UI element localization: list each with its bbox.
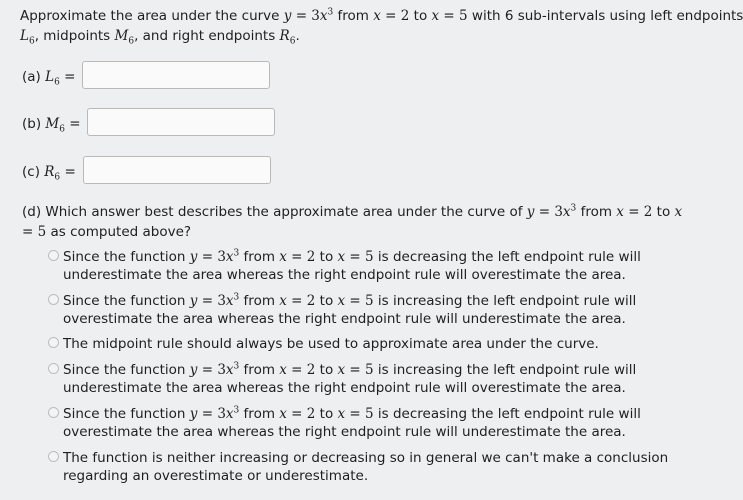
math-eq: = 3: [534, 204, 563, 220]
equals-sign: =: [60, 164, 76, 180]
option-text: to: [315, 249, 338, 265]
math-x: x: [373, 8, 381, 24]
option-text: Since the function: [63, 293, 190, 309]
option-2-radio[interactable]: [48, 294, 59, 305]
question-d-text: (d) Which answer best describes the approximate area under the curve of: [22, 204, 527, 220]
answer-c-input[interactable]: [83, 156, 271, 184]
question-d-text: as computed above?: [46, 224, 192, 240]
math-x: x: [225, 406, 234, 422]
intro-text: to: [409, 8, 432, 24]
option-text: from: [239, 362, 280, 378]
math-eq: = 3: [291, 8, 320, 24]
option-4-text: [63, 361, 693, 397]
math-R: R: [44, 164, 55, 180]
math-x: x: [674, 204, 683, 220]
math-R: R: [279, 28, 290, 44]
math-x: x: [431, 8, 440, 24]
option-text: Since the function: [63, 406, 190, 422]
option-text: from: [239, 293, 280, 309]
math-lower-bound: = 2: [623, 204, 653, 220]
math-x: x: [225, 362, 234, 378]
math-power: 3: [233, 292, 240, 303]
math-sub: 6: [128, 36, 135, 47]
intro-text: , midpoints: [34, 28, 115, 44]
option-text: is increasing the left endpoint rule will overestimate the area whereas the right endpoint rule will underestimate the area.: [63, 293, 637, 327]
option-5-radio[interactable]: [48, 407, 59, 418]
part-c-label: [22, 164, 76, 183]
math-sub: 6: [289, 36, 296, 47]
option-text: to: [315, 362, 338, 378]
math-x: x: [562, 204, 571, 220]
math-lower-bound: = 2: [286, 249, 316, 265]
math-x: x: [319, 8, 328, 24]
intro-text: Approximate the area under the curve: [20, 8, 284, 24]
math-lower-bound: = 2: [286, 362, 316, 378]
math-eq: = 3: [197, 249, 226, 265]
option-6-radio[interactable]: [48, 451, 59, 462]
answer-a-input[interactable]: [82, 61, 270, 89]
intro-text: with 6 sub-intervals using left endpoints: [467, 8, 743, 24]
option-6-text: The function is neither increasing or decreasing so in general we can't make a conclusion regarding an overestimate or underestimate.: [63, 450, 669, 484]
math-upper-bound: = 5: [22, 224, 47, 240]
math-y: y: [189, 406, 198, 422]
math-y: y: [526, 204, 535, 220]
math-y: y: [283, 8, 292, 24]
math-x: x: [279, 362, 287, 378]
option-text: to: [315, 293, 338, 309]
math-y: y: [189, 293, 198, 309]
part-a-prefix: (a): [22, 69, 46, 85]
math-x: x: [337, 406, 346, 422]
part-b-label: [22, 116, 81, 135]
math-x: x: [616, 204, 624, 220]
math-eq: = 3: [197, 293, 226, 309]
math-sub: 6: [54, 172, 61, 183]
math-M: M: [45, 116, 60, 132]
part-b-row: [22, 109, 81, 139]
math-upper-bound: = 5: [345, 293, 374, 309]
option-text: is decreasing the left endpoint rule will overestimate the area whereas the right endpoint rule will underestimate the area.: [63, 406, 641, 440]
intro-text: from: [333, 8, 374, 24]
option-4-radio[interactable]: [48, 363, 59, 374]
option-3-text: The midpoint rule should always be used to approximate area under the curve.: [63, 336, 599, 352]
intro-text: .: [295, 28, 300, 44]
option-text: is decreasing the left endpoint rule will underestimate the area whereas the right endpoint rule will overestimate the area.: [63, 249, 641, 283]
option-text: Since the function: [63, 249, 190, 265]
math-lower-bound: = 2: [286, 293, 316, 309]
option-text: from: [239, 406, 280, 422]
math-M: M: [114, 28, 129, 44]
math-eq: = 3: [197, 362, 226, 378]
math-upper-bound: = 5: [345, 249, 374, 265]
math-x: x: [337, 362, 346, 378]
math-x: x: [337, 249, 346, 265]
math-power: 3: [233, 361, 240, 372]
intro-text: , and right endpoints: [134, 28, 280, 44]
math-sub: 6: [28, 36, 35, 47]
option-text: is increasing the left endpoint rule will underestimate the area whereas the right endpoint rule will overestimate the area.: [63, 362, 637, 396]
math-sub: 6: [59, 124, 65, 135]
math-L: L: [45, 69, 55, 85]
math-sub: 6: [54, 77, 60, 88]
math-x: x: [225, 293, 234, 309]
math-x: x: [337, 293, 346, 309]
math-upper-bound: = 5: [439, 8, 468, 24]
math-x: x: [279, 293, 287, 309]
part-a-label: [22, 69, 76, 88]
part-b-prefix: (b): [22, 116, 46, 132]
question-d-text: to: [652, 204, 675, 220]
option-2-text: [63, 292, 693, 328]
math-upper-bound: = 5: [345, 362, 374, 378]
math-y: y: [189, 249, 198, 265]
math-upper-bound: = 5: [345, 406, 374, 422]
math-power: 3: [233, 248, 240, 259]
math-power: 3: [327, 7, 334, 18]
option-text: to: [315, 406, 338, 422]
equals-sign: =: [59, 69, 76, 85]
math-L: L: [20, 28, 29, 44]
math-y: y: [189, 362, 198, 378]
math-eq: = 3: [197, 406, 226, 422]
part-a-row: [22, 62, 75, 92]
option-text: from: [239, 249, 280, 265]
option-text: Since the function: [63, 362, 190, 378]
math-power: 3: [233, 405, 240, 416]
equals-sign: =: [64, 116, 81, 132]
option-1-radio[interactable]: [48, 250, 59, 261]
question-d-text: from: [576, 204, 617, 220]
math-lower-bound: = 2: [380, 8, 410, 24]
math-x: x: [225, 249, 234, 265]
math-x: x: [279, 249, 287, 265]
question-d: [22, 202, 692, 242]
question-statement: [20, 6, 743, 47]
math-lower-bound: = 2: [286, 406, 316, 422]
option-5-text: [63, 405, 693, 441]
part-c-prefix: (c): [22, 164, 45, 180]
option-1-text: [63, 248, 693, 284]
answer-b-input[interactable]: [87, 108, 275, 136]
option-3-radio[interactable]: [48, 337, 59, 348]
part-c-row: [22, 157, 76, 187]
math-x: x: [279, 406, 287, 422]
math-power: 3: [570, 203, 577, 214]
